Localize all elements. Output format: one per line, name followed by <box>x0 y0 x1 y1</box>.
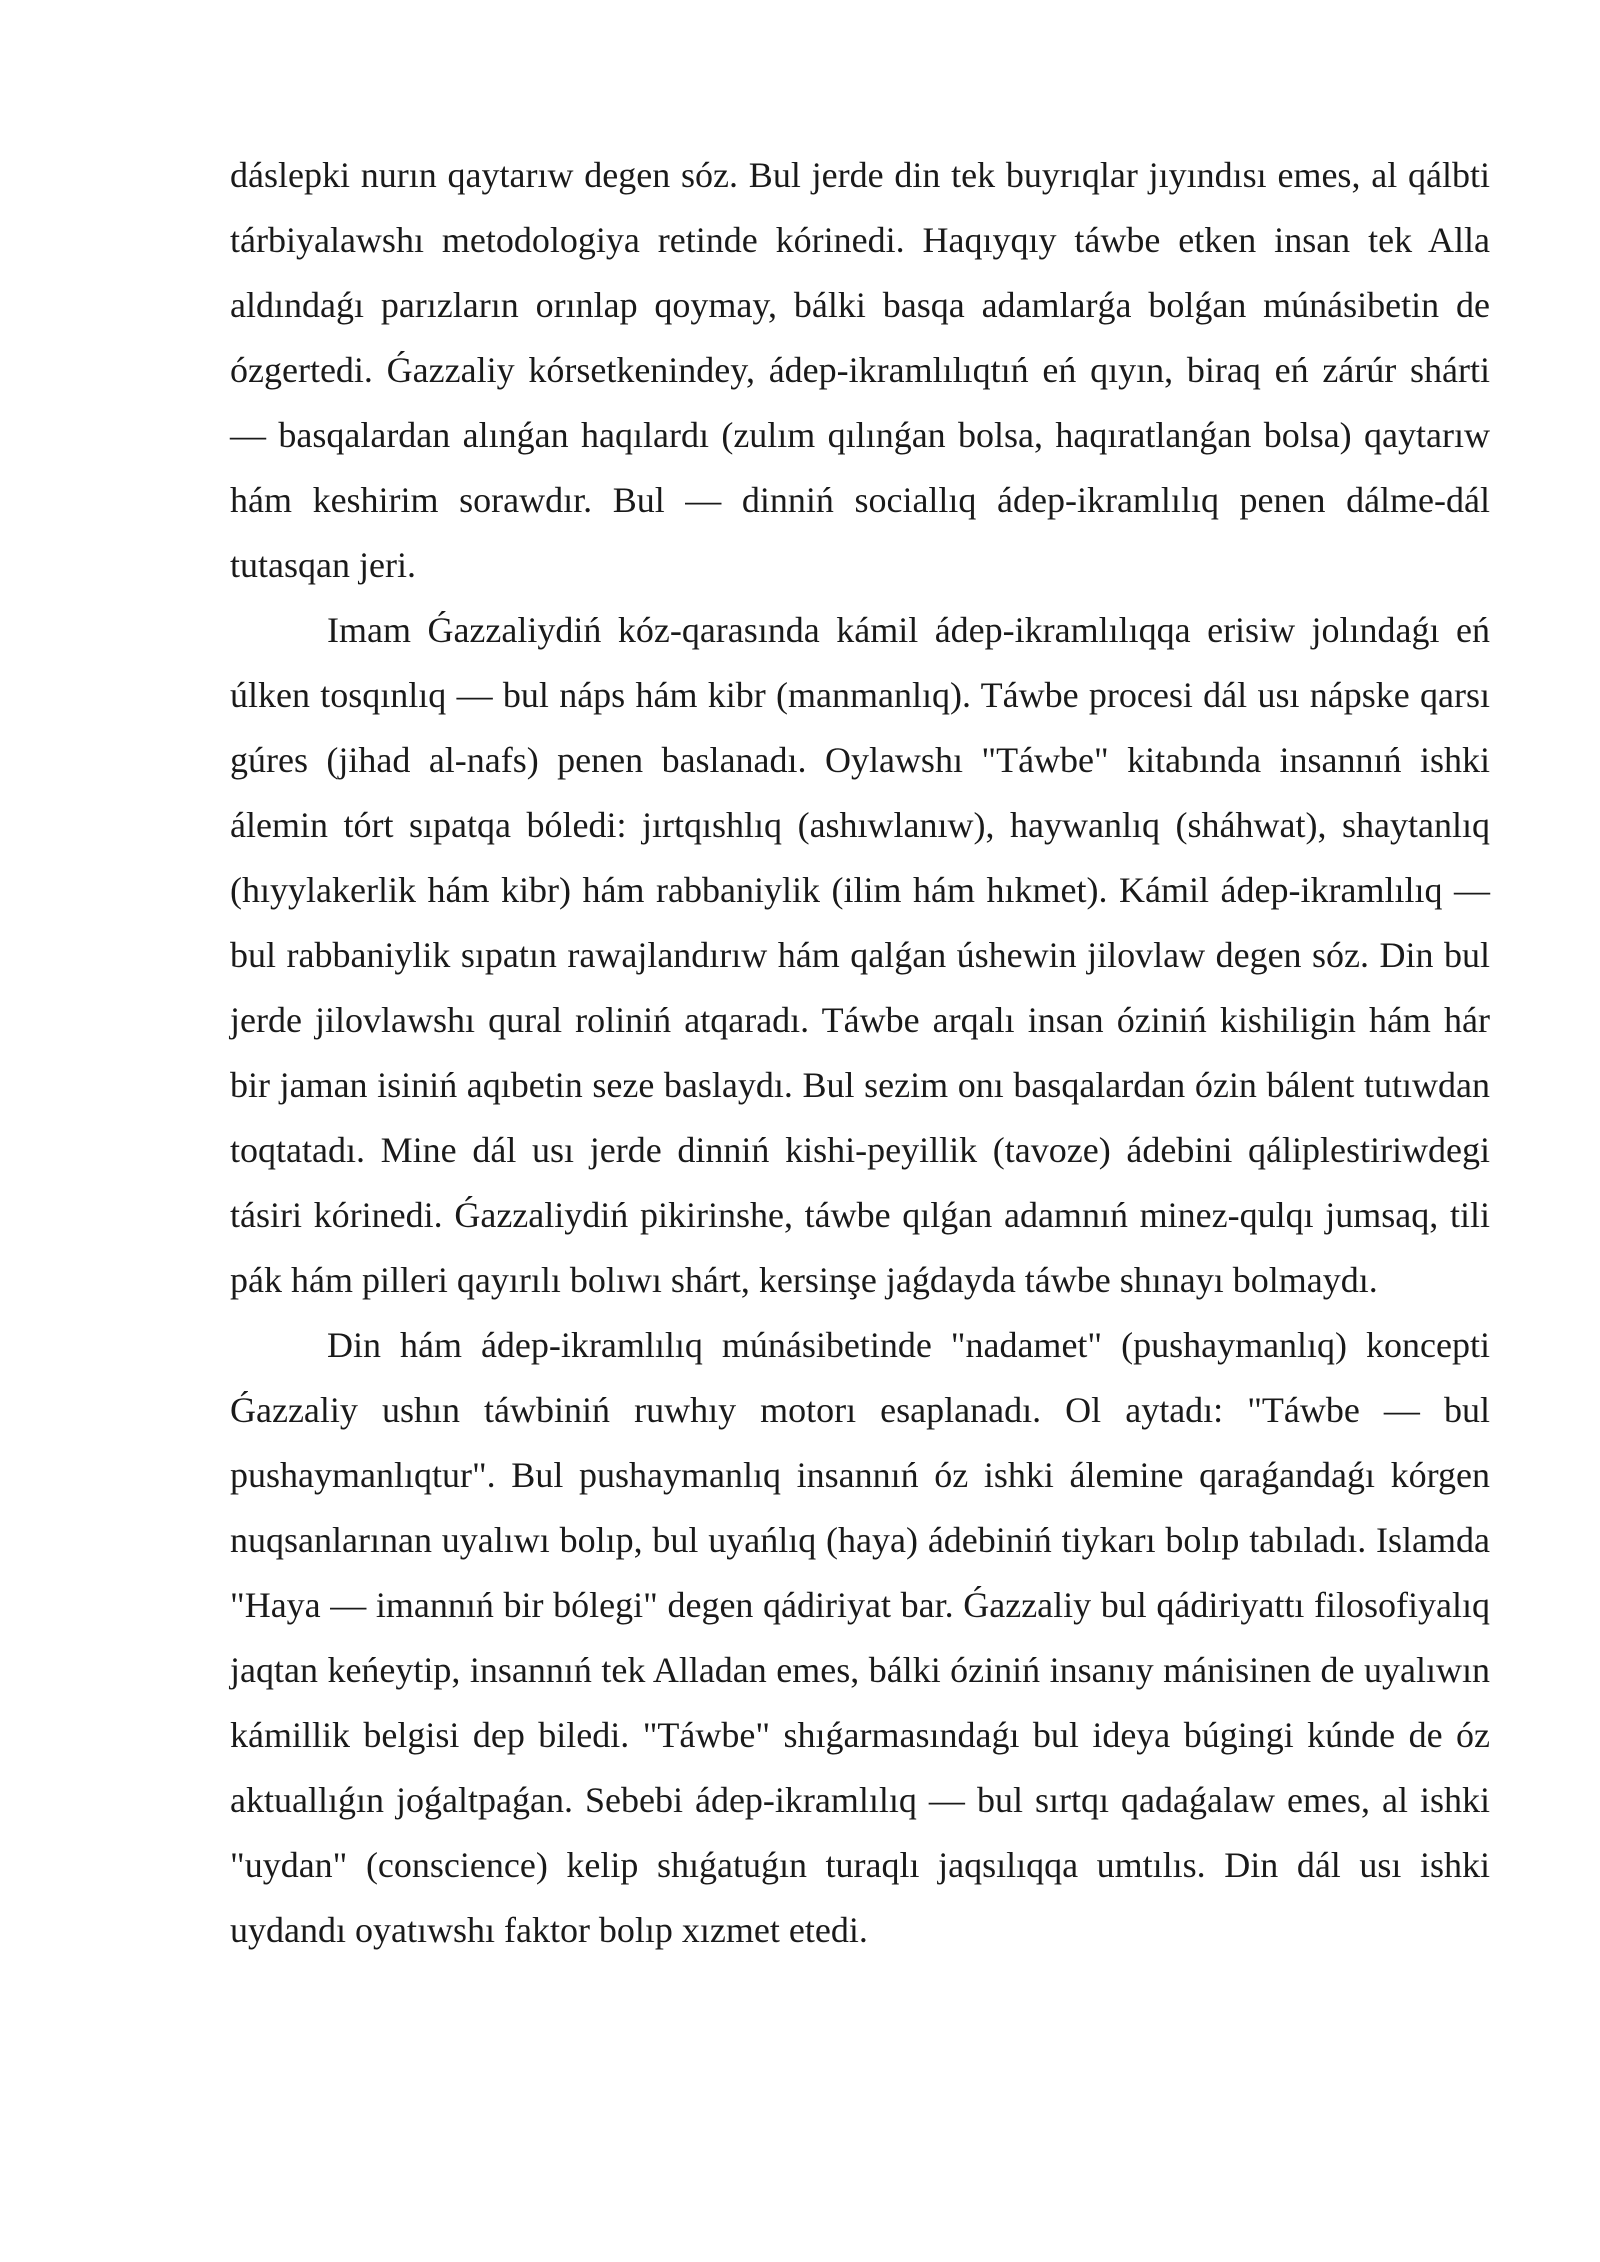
paragraph-1: dáslepki nurın qaytarıw degen sóz. Bul jerde din tek buyrıqlar jıyındısı emes, al qálbti tárbiyalawshı metodologiya retinde kórinedi. Haqıyqıy táwbe etken insan tek Alla aldındaǵı parızların orınlap qoymay, bálki basqa adamlarǵa bolǵan múnásibetin de ózgertedi. Ǵazzaliy kórsetkenindey, ádep-ikramlılıqtıń eń qıyın, biraq eń zárúr shárti — basqalardan alınǵan haqılardı (zulım qılınǵan bolsa, haqıratlanǵan bolsa) qaytarıw hám keshirim sorawdır. Bul — dinniń sociallıq ádep-ikramlılıq penen dálme-dál tutasqan jeri. <box>230 155 1490 585</box>
paragraph-3: Din hám ádep-ikramlılıq múnásibetinde "nadamet" (pushaymanlıq) koncepti Ǵazzaliy ushın táwbiniń ruwhıy motorı esaplanadı. Ol aytadı: "Táwbe — bul pushaymanlıqtur". Bul pushaymanlıq insannıń óz ishki álemine qaraǵandaǵı kórgen nuqsanlarınan uyalıwı bolıp, bul uyańlıq (haya) ádebiniń tiykarı bolıp tabıladı. Islamda "Haya — imannıń bir bólegi" degen qádiriyat bar. Ǵazzaliy bul qádiriyattı filosofiyalıq jaqtan keńeytip, insannıń tek Alladan emes, bálki óziniń insanıy mánisinen de uyalıwın kámillik belgisi dep biledi. "Táwbe" shıǵarmasındaǵı bul ideya búgingi kúnde de óz aktuallıǵın joǵaltpaǵan. Sebebi ádep-ikramlılıq — bul sırtqı qadaǵalaw emes, al ishki "uydan" (conscience) kelip shıǵatuǵın turaqlı jaqsılıqqa umtılıs. Din dál usı ishki uydandı oyatıwshı faktor bolıp xızmet etedi. <box>230 1325 1490 1950</box>
document-page <box>230 143 1490 1963</box>
paragraph-2: Imam Ǵazzaliydiń kóz-qarasında kámil ádep-ikramlılıqqa erisiw jolındaǵı eń úlken tosqınlıq — bul náps hám kibr (manmanlıq). Táwbe procesi dál usı nápske qarsı gúres (jihad al-nafs) penen baslanadı. Oylawshı "Táwbe" kitabında insannıń ishki álemin tórt sıpatqa bóledi: jırtqıshlıq (ashıwlanıw), haywanlıq (sháhwat), shaytanlıq (hıyylakerlik hám kibr) hám rabbaniylik (ilim hám hıkmet). Kámil ádep-ikramlılıq — bul rabbaniylik sıpatın rawajlandırıw hám qalǵan úshewin jilovlaw degen sóz. Din bul jerde jilovlawshı qural roliniń atqaradı. Táwbe arqalı insan óziniń kishiligin hám hár bir jaman isiniń aqıbetin seze baslaydı. Bul sezim onı basqalardan ózin bálent tutıwdan toqtatadı. Mine dál usı jerde dinniń kishi-peyillik (tavoze) ádebini qáliplestiriwdegi tásiri kórinedi. Ǵazzaliydiń pikirinshe, táwbe qılǵan adamnıń minez-qulqı jumsaq, tili pák hám pilleri qayırılı bolıwı shárt, kersinşe jaǵdayda táwbe shınayı bolmaydı. <box>230 610 1490 1300</box>
